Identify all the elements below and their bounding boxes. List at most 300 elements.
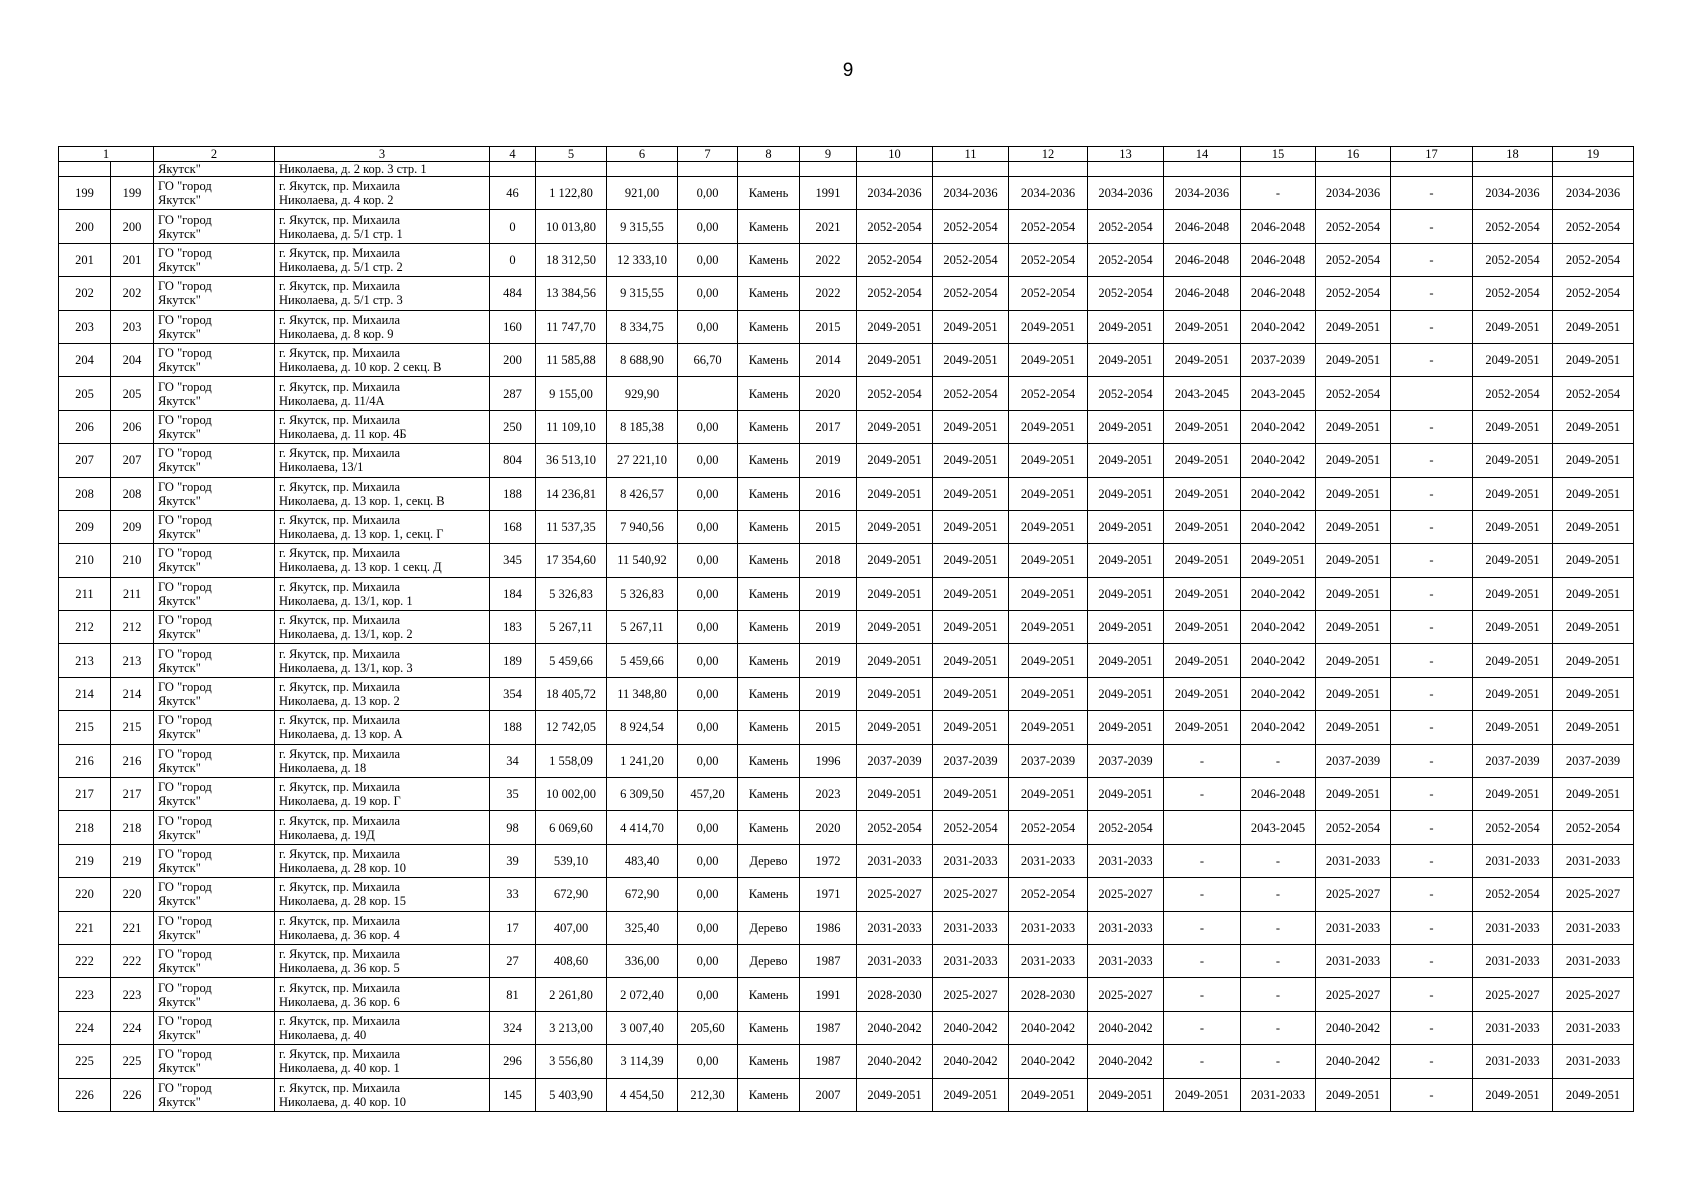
period-cell: 2049-2051: [857, 677, 933, 710]
address-cell: [275, 644, 490, 677]
municipality-line: Якутск": [158, 827, 201, 842]
address-line: г. Якутск, пр. Михаила: [279, 379, 401, 394]
period-cell: 2031-2033: [1553, 944, 1634, 977]
row-number-cell: 220: [59, 878, 111, 911]
period-cell: 2049-2051: [857, 711, 933, 744]
period-cell: 2049-2051: [1164, 577, 1241, 610]
living-area-cell: 9 315,55: [607, 210, 678, 243]
period-cell: 2052-2054: [1009, 377, 1088, 410]
municipality-line: Якутск": [158, 493, 201, 508]
period-cell: 2040-2042: [1241, 477, 1316, 510]
wall-material-cell: Камень: [738, 343, 800, 376]
address-cell: [275, 711, 490, 744]
row-id-cell: 223: [111, 978, 154, 1011]
address-cell: [275, 177, 490, 210]
row-id-cell: 219: [111, 844, 154, 877]
table-cell: [1391, 162, 1473, 177]
living-area-cell: 8 426,57: [607, 477, 678, 510]
address-cell: [275, 510, 490, 543]
municipality-line: Якутск": [158, 460, 201, 475]
period-cell: 2034-2036: [857, 177, 933, 210]
period-cell: -: [1391, 611, 1473, 644]
period-cell: 2052-2054: [1553, 243, 1634, 276]
period-cell: 2049-2051: [933, 544, 1009, 577]
table-cell: [1241, 162, 1316, 177]
municipality-line: ГО "город: [158, 446, 212, 461]
period-cell: 2049-2051: [1553, 510, 1634, 543]
table-row: [59, 577, 1634, 610]
period-cell: 2052-2054: [1473, 277, 1553, 310]
municipality-line: ГО "город: [158, 780, 212, 795]
row-number-cell: 209: [59, 510, 111, 543]
table-row: [59, 343, 1634, 376]
period-cell: -: [1391, 1045, 1473, 1078]
period-cell: 2052-2054: [1473, 243, 1553, 276]
period-cell: 2034-2036: [1553, 177, 1634, 210]
wall-material-cell: Камень: [738, 544, 800, 577]
period-cell: -: [1391, 711, 1473, 744]
wall-material-cell: Камень: [738, 611, 800, 644]
living-area-cell: 3 114,39: [607, 1045, 678, 1078]
row-id-cell: 224: [111, 1011, 154, 1044]
municipality-cell: [154, 978, 275, 1011]
municipality-cell: [154, 811, 275, 844]
period-cell: 2049-2051: [1473, 711, 1553, 744]
row-number-cell: 206: [59, 410, 111, 443]
total-area-cell: 18 405,72: [536, 677, 607, 710]
period-cell: 2031-2033: [1241, 1078, 1316, 1111]
table-cell: [59, 162, 111, 177]
period-cell: 2031-2033: [857, 844, 933, 877]
address-line: г. Якутск, пр. Михаила: [279, 813, 401, 828]
address-line: Николаева, д. 40 кор. 10: [279, 1094, 407, 1109]
period-cell: 2052-2054: [1009, 243, 1088, 276]
address-cell: [275, 778, 490, 811]
table-cell: [1553, 162, 1634, 177]
address-line: Николаева, д. 13 кор. А: [279, 727, 403, 742]
municipality-line: ГО "город: [158, 412, 212, 427]
municipality-cell: [154, 711, 275, 744]
period-cell: 2049-2051: [1553, 343, 1634, 376]
row-number-cell: 224: [59, 1011, 111, 1044]
municipality-line: ГО "город: [158, 847, 212, 861]
nonliving-area-cell: 0,00: [678, 477, 738, 510]
address-line: г. Якутск, пр. Михаила: [279, 680, 401, 695]
total-area-cell: 5 267,11: [536, 611, 607, 644]
year-built-cell: 2014: [800, 343, 857, 376]
table-cell: [857, 162, 933, 177]
period-cell: 2034-2036: [933, 177, 1009, 210]
period-cell: 2037-2039: [1553, 744, 1634, 777]
row-id-cell: 212: [111, 611, 154, 644]
period-cell: 2031-2033: [933, 944, 1009, 977]
period-cell: 2031-2033: [1316, 911, 1391, 944]
address-line: г. Якутск, пр. Михаила: [279, 546, 401, 561]
wall-material-cell: Дерево: [738, 944, 800, 977]
period-cell: 2025-2027: [1553, 978, 1634, 1011]
municipality-cell: [154, 844, 275, 877]
total-area-cell: 11 585,88: [536, 343, 607, 376]
period-cell: -: [1391, 210, 1473, 243]
page-number: 9: [842, 60, 854, 81]
period-cell: 2034-2036: [1316, 177, 1391, 210]
municipality-cell: [154, 377, 275, 410]
row-number-cell: 202: [59, 277, 111, 310]
living-area-cell: 336,00: [607, 944, 678, 977]
period-cell: 2052-2054: [1009, 210, 1088, 243]
address-line: Николаева, д. 4 кор. 2: [279, 193, 394, 208]
period-cell: 2031-2033: [933, 844, 1009, 877]
period-cell: 2049-2051: [857, 444, 933, 477]
period-cell: 2025-2027: [857, 878, 933, 911]
period-cell: -: [1391, 644, 1473, 677]
municipality-cell: [154, 778, 275, 811]
period-cell: 2049-2051: [1473, 477, 1553, 510]
municipality-cell: [154, 310, 275, 343]
address-line: Николаева, д. 5/1 стр. 2: [279, 259, 403, 274]
period-cell: 2049-2051: [1164, 444, 1241, 477]
municipality-line: ГО "город: [158, 947, 212, 962]
living-area-cell: 4 454,50: [607, 1078, 678, 1111]
period-cell: 2031-2033: [1473, 844, 1553, 877]
total-area-cell: 36 513,10: [536, 444, 607, 477]
total-area-cell: 17 354,60: [536, 544, 607, 577]
nonliving-area-cell: 0,00: [678, 944, 738, 977]
wall-material-cell: Камень: [738, 210, 800, 243]
residents-cell: 484: [490, 277, 536, 310]
period-cell: -: [1164, 744, 1241, 777]
period-cell: 2049-2051: [933, 477, 1009, 510]
address-line: Николаева, д. 19Д: [279, 827, 375, 842]
nonliving-area-cell: 0,00: [678, 978, 738, 1011]
municipality-cell: [154, 744, 275, 777]
wall-material-cell: Камень: [738, 310, 800, 343]
period-cell: 2046-2048: [1241, 243, 1316, 276]
period-cell: 2049-2051: [857, 544, 933, 577]
address-cell: [275, 1078, 490, 1111]
nonliving-area-cell: 66,70: [678, 343, 738, 376]
municipality-line: Якутск": [158, 193, 201, 208]
total-area-cell: 408,60: [536, 944, 607, 977]
period-cell: 2031-2033: [1009, 911, 1088, 944]
municipality-line: Якутск": [158, 1061, 201, 1076]
column-header: 2: [154, 147, 275, 162]
period-cell: 2049-2051: [933, 677, 1009, 710]
municipality-cell: [154, 343, 275, 376]
row-id-cell: 206: [111, 410, 154, 443]
period-cell: 2040-2042: [1316, 1011, 1391, 1044]
period-cell: 2052-2054: [1553, 277, 1634, 310]
period-cell: 2049-2051: [1088, 444, 1164, 477]
living-area-cell: 5 267,11: [607, 611, 678, 644]
municipality-cell: [154, 1045, 275, 1078]
wall-material-cell: Камень: [738, 677, 800, 710]
period-cell: 2052-2054: [933, 210, 1009, 243]
address-line: Николаева, д. 13 кор. 1 секц. Д: [279, 560, 442, 575]
period-cell: 2052-2054: [933, 811, 1009, 844]
living-area-cell: 9 315,55: [607, 277, 678, 310]
total-area-cell: 11 109,10: [536, 410, 607, 443]
address-cell: [275, 1045, 490, 1078]
wall-material-cell: Камень: [738, 277, 800, 310]
table-row: [59, 243, 1634, 276]
period-cell: -: [1241, 177, 1316, 210]
row-id-cell: 226: [111, 1078, 154, 1111]
table-row: [59, 978, 1634, 1011]
municipality-line: ГО "город: [158, 1080, 212, 1095]
column-header: 1: [59, 147, 154, 162]
nonliving-area-cell: 0,00: [678, 1045, 738, 1078]
municipality-cell: [154, 410, 275, 443]
table-row: [59, 277, 1634, 310]
address-cell: [275, 277, 490, 310]
municipality-cell: [154, 277, 275, 310]
municipality-line: ГО "город: [158, 279, 212, 294]
period-cell: 2049-2051: [1241, 544, 1316, 577]
period-cell: 2049-2051: [933, 343, 1009, 376]
municipality-line: Якутск": [158, 927, 201, 942]
table-row: [59, 1045, 1634, 1078]
period-cell: 2049-2051: [933, 310, 1009, 343]
row-number-cell: 218: [59, 811, 111, 844]
nonliving-area-cell: 0,00: [678, 811, 738, 844]
period-cell: 2040-2042: [1241, 611, 1316, 644]
period-cell: 2049-2051: [1009, 677, 1088, 710]
row-number-cell: 200: [59, 210, 111, 243]
period-cell: 2049-2051: [1164, 711, 1241, 744]
address-line: г. Якутск, пр. Михаила: [279, 780, 401, 795]
address-line: г. Якутск, пр. Михаила: [279, 346, 401, 361]
year-built-cell: 2007: [800, 1078, 857, 1111]
nonliving-area-cell: 0,00: [678, 210, 738, 243]
period-cell: 2025-2027: [1088, 978, 1164, 1011]
wall-material-cell: Камень: [738, 744, 800, 777]
nonliving-area-cell: 0,00: [678, 911, 738, 944]
period-cell: 2052-2054: [1088, 210, 1164, 243]
municipality-line: Якутск": [158, 393, 201, 408]
table-row: [59, 377, 1634, 410]
address-cell: [275, 544, 490, 577]
row-id-cell: 205: [111, 377, 154, 410]
table-cell: [933, 162, 1009, 177]
period-cell: 2049-2051: [1473, 611, 1553, 644]
period-cell: 2040-2042: [1241, 410, 1316, 443]
period-cell: -: [1164, 978, 1241, 1011]
wall-material-cell: Дерево: [738, 844, 800, 877]
period-cell: 2037-2039: [1088, 744, 1164, 777]
residents-cell: 200: [490, 343, 536, 376]
nonliving-area-cell: 212,30: [678, 1078, 738, 1111]
period-cell: 2052-2054: [1473, 377, 1553, 410]
wall-material-cell: Камень: [738, 811, 800, 844]
residents-cell: 168: [490, 510, 536, 543]
residents-cell: 189: [490, 644, 536, 677]
nonliving-area-cell: 0,00: [678, 177, 738, 210]
wall-material-cell: Камень: [738, 778, 800, 811]
residents-cell: 98: [490, 811, 536, 844]
address-line: Николаева, д. 18: [279, 760, 367, 775]
municipality-cell: Якутск": [154, 162, 275, 177]
municipality-line: ГО "город: [158, 1047, 212, 1062]
nonliving-area-cell: 0,00: [678, 510, 738, 543]
period-cell: 2034-2036: [1088, 177, 1164, 210]
total-area-cell: 11 537,35: [536, 510, 607, 543]
address-line: г. Якутск, пр. Михаила: [279, 947, 401, 962]
living-area-cell: 921,00: [607, 177, 678, 210]
table-row: [59, 177, 1634, 210]
address-cell: [275, 377, 490, 410]
period-cell: 2034-2036: [1009, 177, 1088, 210]
period-cell: 2046-2048: [1241, 210, 1316, 243]
wall-material-cell: Камень: [738, 444, 800, 477]
period-cell: -: [1391, 310, 1473, 343]
total-area-cell: 5 326,83: [536, 577, 607, 610]
period-cell: 2040-2042: [1241, 577, 1316, 610]
address-line: г. Якутск, пр. Михаила: [279, 179, 401, 194]
column-header: 16: [1316, 147, 1391, 162]
row-id-cell: 217: [111, 778, 154, 811]
period-cell: -: [1241, 944, 1316, 977]
municipality-line: ГО "город: [158, 346, 212, 361]
address-line: Николаева, д. 28 кор. 15: [279, 894, 407, 909]
municipality-line: ГО "город: [158, 379, 212, 394]
period-cell: 2052-2054: [1088, 377, 1164, 410]
period-cell: 2049-2051: [1473, 577, 1553, 610]
table-row: [59, 611, 1634, 644]
row-number-cell: 215: [59, 711, 111, 744]
period-cell: 2052-2054: [857, 277, 933, 310]
municipality-cell: [154, 544, 275, 577]
table-row: [59, 544, 1634, 577]
period-cell: 2049-2051: [857, 778, 933, 811]
period-cell: 2049-2051: [857, 343, 933, 376]
period-cell: 2028-2030: [857, 978, 933, 1011]
living-area-cell: 8 334,75: [607, 310, 678, 343]
municipality-line: Якутск": [158, 326, 201, 341]
nonliving-area-cell: 0,00: [678, 878, 738, 911]
table-row: [59, 210, 1634, 243]
period-cell: 2040-2042: [857, 1011, 933, 1044]
period-cell: 2049-2051: [1553, 644, 1634, 677]
row-number-cell: 205: [59, 377, 111, 410]
period-cell: 2049-2051: [1316, 778, 1391, 811]
residents-cell: 324: [490, 1011, 536, 1044]
residents-cell: 345: [490, 544, 536, 577]
period-cell: -: [1391, 177, 1473, 210]
residents-cell: 184: [490, 577, 536, 610]
year-built-cell: 1986: [800, 911, 857, 944]
column-header: 10: [857, 147, 933, 162]
municipality-cell: [154, 878, 275, 911]
row-id-cell: 218: [111, 811, 154, 844]
nonliving-area-cell: 0,00: [678, 544, 738, 577]
address-cell: [275, 844, 490, 877]
period-cell: 2049-2051: [857, 611, 933, 644]
wall-material-cell: Камень: [738, 1045, 800, 1078]
table-row: [59, 778, 1634, 811]
nonliving-area-cell: 205,60: [678, 1011, 738, 1044]
residents-cell: 17: [490, 911, 536, 944]
period-cell: 2046-2048: [1164, 277, 1241, 310]
address-line: г. Якутск, пр. Михаила: [279, 880, 401, 895]
table-header: [59, 147, 1634, 162]
wall-material-cell: Камень: [738, 510, 800, 543]
row-number-cell: 213: [59, 644, 111, 677]
wall-material-cell: Камень: [738, 177, 800, 210]
period-cell: 2031-2033: [1009, 944, 1088, 977]
period-cell: 2049-2051: [857, 410, 933, 443]
nonliving-area-cell: 0,00: [678, 277, 738, 310]
living-area-cell: 7 940,56: [607, 510, 678, 543]
period-cell: 2049-2051: [1009, 611, 1088, 644]
period-cell: -: [1391, 911, 1473, 944]
period-cell: 2049-2051: [933, 711, 1009, 744]
period-cell: 2049-2051: [1009, 577, 1088, 610]
period-cell: -: [1241, 1011, 1316, 1044]
row-number-cell: 222: [59, 944, 111, 977]
period-cell: -: [1164, 911, 1241, 944]
residents-cell: 0: [490, 243, 536, 276]
row-id-cell: 213: [111, 644, 154, 677]
wall-material-cell: Камень: [738, 711, 800, 744]
period-cell: 2040-2042: [1241, 444, 1316, 477]
address-line: г. Якутск, пр. Михаила: [279, 279, 401, 294]
column-header: 13: [1088, 147, 1164, 162]
living-area-cell: 325,40: [607, 911, 678, 944]
period-cell: 2037-2039: [1241, 343, 1316, 376]
row-id-cell: 202: [111, 277, 154, 310]
period-cell: 2049-2051: [1088, 677, 1164, 710]
row-number-cell: 214: [59, 677, 111, 710]
living-area-cell: 8 688,90: [607, 343, 678, 376]
address-line: г. Якутск, пр. Михаила: [279, 513, 401, 528]
wall-material-cell: Камень: [738, 410, 800, 443]
address-line: г. Якутск, пр. Михаила: [279, 446, 401, 461]
residents-cell: 145: [490, 1078, 536, 1111]
municipality-line: Якутск": [158, 1094, 201, 1109]
municipality-line: Якутск": [158, 861, 201, 875]
total-area-cell: 6 069,60: [536, 811, 607, 844]
period-cell: 2049-2051: [1553, 477, 1634, 510]
period-cell: 2046-2048: [1241, 778, 1316, 811]
year-built-cell: 2019: [800, 644, 857, 677]
municipality-line: ГО "город: [158, 1013, 212, 1028]
period-cell: 2052-2054: [1553, 377, 1634, 410]
period-cell: [1164, 811, 1241, 844]
period-cell: 2049-2051: [857, 310, 933, 343]
period-cell: -: [1241, 744, 1316, 777]
address-cell: [275, 744, 490, 777]
housing-registry-table: [58, 146, 1634, 1112]
period-cell: 2025-2027: [1316, 878, 1391, 911]
period-cell: 2052-2054: [1009, 878, 1088, 911]
municipality-line: Якутск": [158, 527, 201, 542]
living-area-cell: 4 414,70: [607, 811, 678, 844]
table-cell: [111, 162, 154, 177]
address-line: Николаева, д. 5/1 стр. 1: [279, 226, 403, 241]
period-cell: 2052-2054: [933, 377, 1009, 410]
address-cell: [275, 210, 490, 243]
total-area-cell: 11 747,70: [536, 310, 607, 343]
row-number-cell: 207: [59, 444, 111, 477]
row-number-cell: 219: [59, 844, 111, 877]
period-cell: 2049-2051: [1009, 1078, 1088, 1111]
year-built-cell: 2019: [800, 577, 857, 610]
nonliving-area-cell: 0,00: [678, 410, 738, 443]
period-cell: 2031-2033: [1009, 844, 1088, 877]
total-area-cell: 539,10: [536, 844, 607, 877]
year-built-cell: 2019: [800, 444, 857, 477]
